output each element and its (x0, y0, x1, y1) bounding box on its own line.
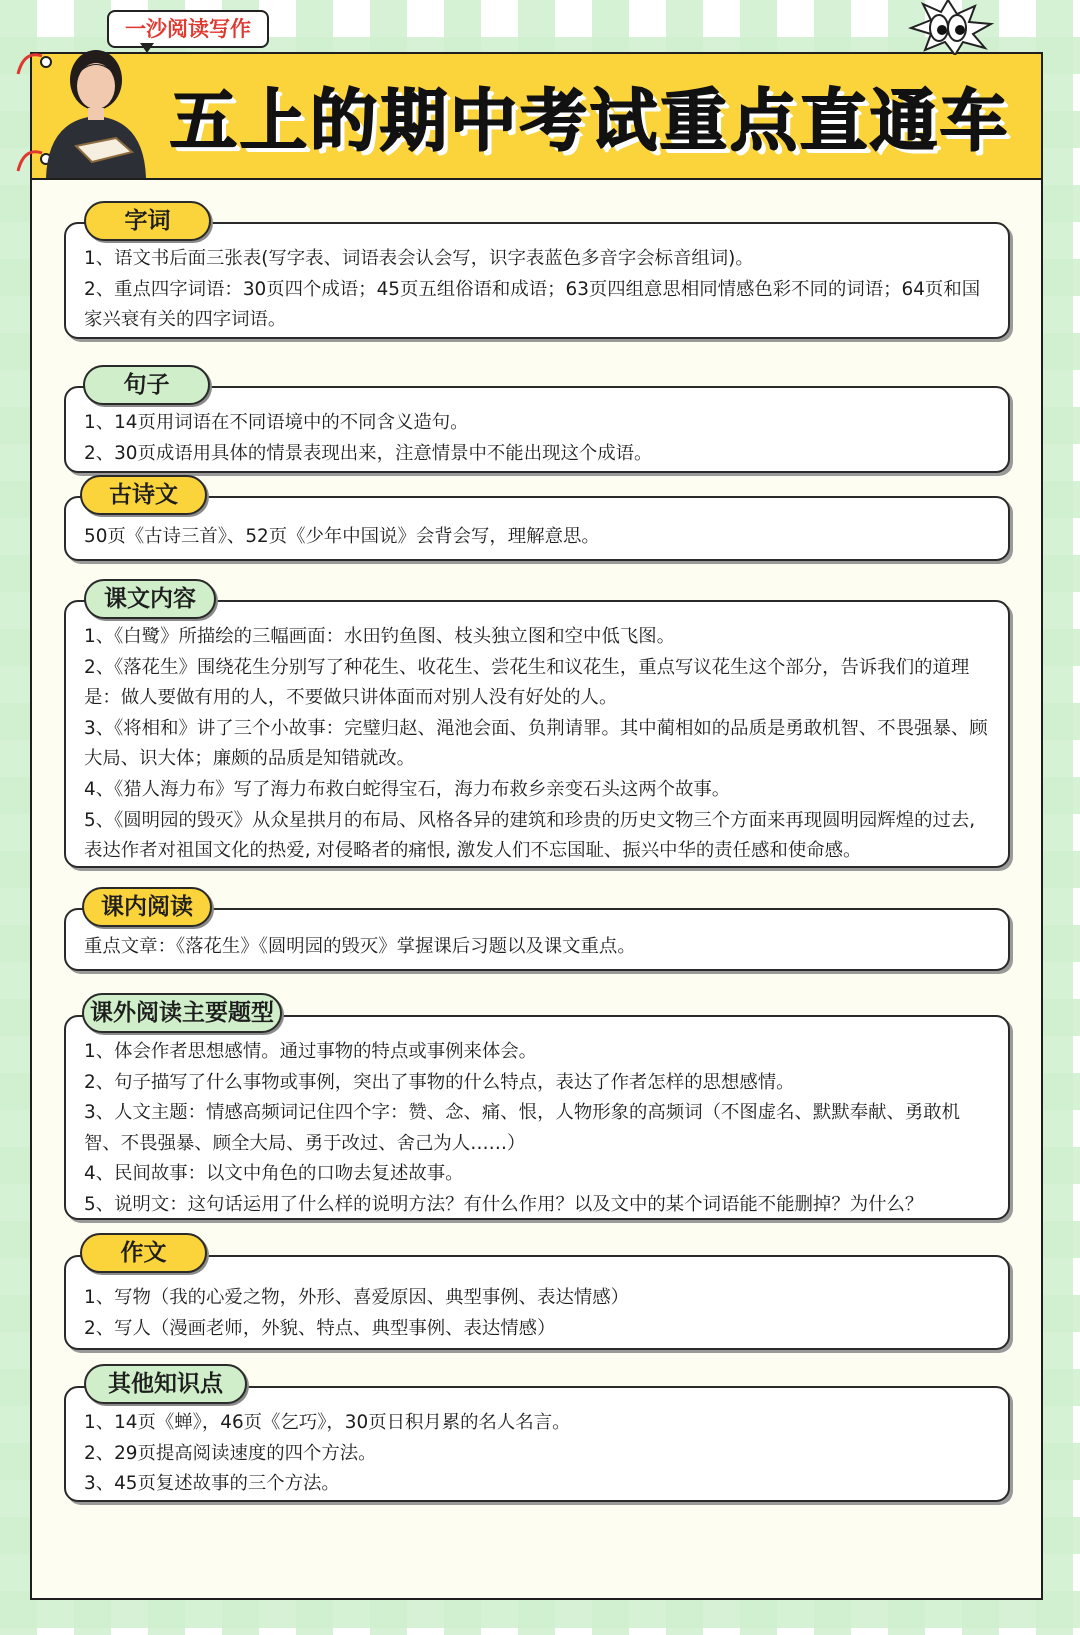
section-label-lesson-content: 课文内容 (84, 579, 216, 619)
page-title: 五上的期中考试重点直通车 (170, 82, 1010, 160)
brand-tag-tail (140, 43, 154, 53)
list-item: 5、说明文：这句话运用了什么样的说明方法？有什么作用？以及文中的某个词语能不能删掉？为什么？ (84, 1193, 924, 1215)
list-item: 5、《圆明园的毁灭》从众星拱月的布局、风格各异的建筑和珍贵的历史文物三个方面来再现圆明园辉煌的过去, 表达作者对祖国文化的热爱, 对侵略者的痛恨, 激发人们不忘国耻、振兴中华的责任感和使命感。 (84, 809, 976, 862)
section-card-lesson-content (64, 600, 1010, 868)
list-item: 1、语文书后面三张表(写字表、词语表会认会写，识字表蓝色多音字会标音组词)。 (84, 248, 754, 269)
list-item: 1、14页用词语在不同语境中的不同含义造句。 (84, 412, 469, 433)
avatar (36, 28, 156, 178)
list-item: 2、29页提高阅读速度的四个方法。 (84, 1442, 377, 1464)
list-item: 2、写人（漫画老师，外貌、特点、典型事例、表达情感） (84, 1317, 556, 1339)
section-card-extracurricular-reading (64, 1015, 1010, 1220)
brand-tag: 一沙阅读写作 (107, 10, 269, 48)
list-item: 3、人文主题：情感高频词记住四个字：赞、念、痛、恨，人物形象的高频词（不图虚名、默默奉献、勇敢机智、不畏强暴、顾全大局、勇于改过、舍己为人……） (84, 1102, 961, 1154)
list-item: 1、体会作者思想感情。通过事物的特点或事例来体会。 (84, 1041, 538, 1062)
list-item: 50页《古诗三首》、52页《少年中国说》会背会写，理解意思。 (84, 526, 600, 547)
section-card-sentences (64, 386, 1010, 473)
section-card-classical-poetry (64, 496, 1010, 561)
section-card-vocabulary (64, 222, 1010, 339)
section-label-vocabulary: 字词 (84, 201, 211, 241)
section-label-extracurricular-reading: 课外阅读主要题型 (82, 993, 282, 1033)
list-item: 2、重点四字词语：30页四个成语；45页五组俗语和成语；63页四组意思相同情感色彩不同的词语；64页和国家兴衰有关的四字词语。 (84, 278, 981, 331)
section-card-composition (64, 1255, 1010, 1350)
list-item: 3、45页复述故事的三个方法。 (84, 1473, 340, 1495)
section-label-in-class-reading: 课内阅读 (82, 887, 212, 927)
list-item: 1、14页《蝉》，46页《乞巧》，30页日积月累的名人名言。 (84, 1412, 571, 1433)
list-item: 3、《将相和》讲了三个小故事：完璧归赵、渑池会面、负荆请罪。其中蔺相如的品质是勇敢机智、不畏强暴、顾大局、识大体；廉颇的品质是知错就改。 (84, 717, 988, 770)
section-label-classical-poetry: 古诗文 (80, 475, 207, 515)
list-item: 4、民间故事：以文中角色的口吻去复述故事。 (84, 1163, 464, 1185)
section-label-sentences: 句子 (83, 365, 210, 405)
list-item: 重点文章：《落花生》《圆明园的毁灭》掌握课后习题以及课文重点。 (84, 936, 636, 957)
list-item: 4、《猎人海力布》写了海力布救白蛇得宝石，海力布救乡亲变石头这两个故事。 (84, 778, 731, 800)
list-item: 1、写物（我的心爱之物，外形、喜爱原因、典型事例、表达情感） (84, 1287, 630, 1308)
list-item: 1、《白鹭》所描绘的三幅画面：水田钓鱼图、枝头独立图和空中低飞图。 (84, 626, 676, 647)
cartoon-eyes-icon (893, 0, 1003, 55)
section-label-other-knowledge: 其他知识点 (84, 1364, 247, 1404)
list-item: 2、30页成语用具体的情景表现出来，注意情景中不能出现这个成语。 (84, 442, 653, 464)
list-item: 2、句子描写了什么事物或事例，突出了事物的什么特点，表达了作者怎样的思想感情。 (84, 1071, 795, 1093)
list-item: 2、《落花生》围绕花生分别写了种花生、收花生、尝花生和议花生，重点写议花生这个部分，告诉我们的道理是：做人要做有用的人，不要做只讲体面而对别人没有好处的人。 (84, 656, 970, 709)
section-label-composition: 作文 (80, 1233, 207, 1273)
